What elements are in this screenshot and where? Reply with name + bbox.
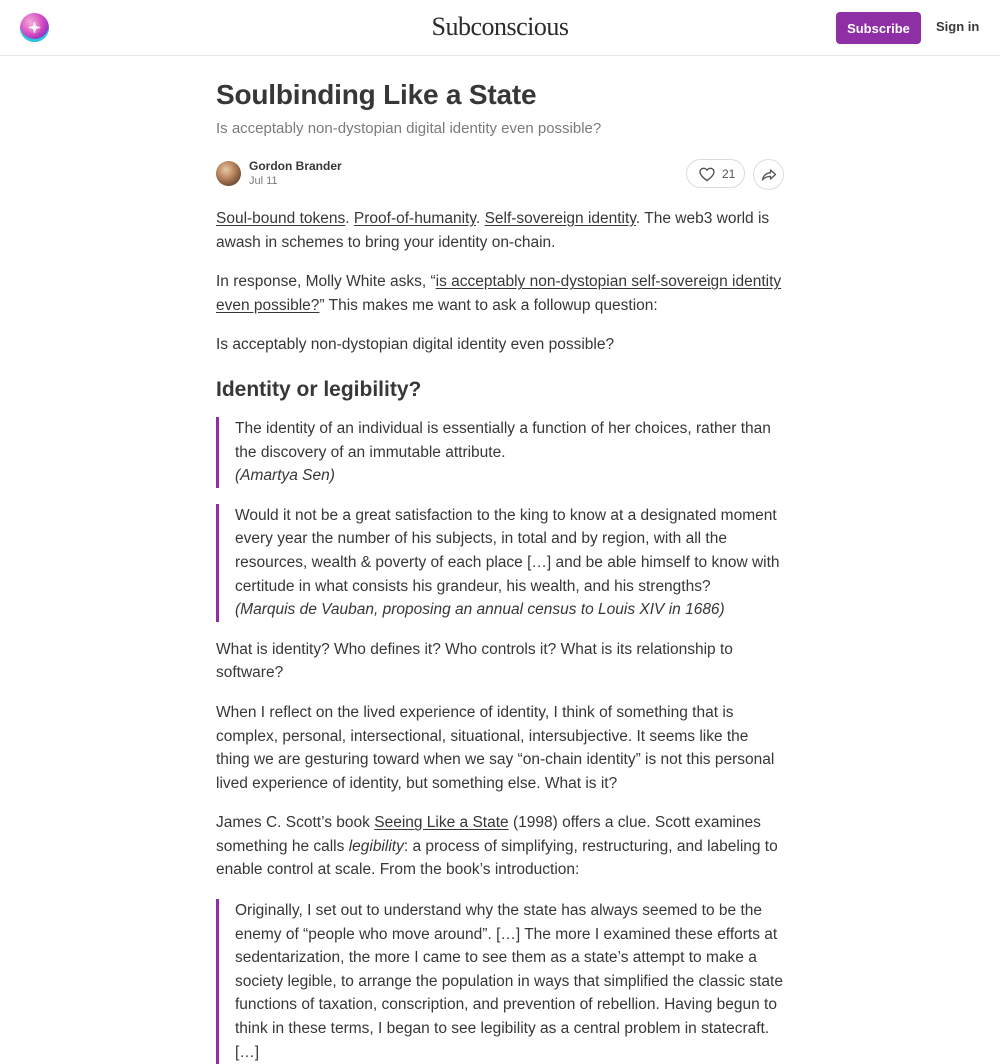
blockquote-sen <box>216 417 786 488</box>
like-count: 21 <box>722 167 736 181</box>
paragraph: When I reflect on the lived experience of identity, I think of something that is complex, personal, intersectional, situational, intersubjective. It seems like the thing we are gesturing toward when we say “on-chain identity” is not this personal lived experience of identity, but something else. What is it? <box>216 703 775 792</box>
blockquote-vauban <box>216 504 786 622</box>
share-button[interactable] <box>753 159 784 190</box>
heart-icon <box>699 167 715 182</box>
seeing-like-a-state-link[interactable]: Seeing Like a State <box>374 814 509 832</box>
post-body <box>216 207 786 1064</box>
proof-of-humanity-link[interactable]: Proof-of-humanity <box>353 210 476 227</box>
author-name[interactable]: Gordon Brander <box>249 159 342 173</box>
post-subtitle: Is acceptably non-dystopian digital identity even possible? <box>216 120 602 137</box>
share-icon <box>761 167 777 183</box>
article <box>216 78 786 1064</box>
text-span: : a process of simplifying, restructuring, and labeling to enable control at scale. From the book’s introduction: <box>216 837 778 879</box>
author-avatar[interactable] <box>216 161 241 186</box>
byline <box>216 159 786 199</box>
publication-title[interactable]: Subconscious <box>431 12 569 41</box>
quote-text: Would it not be a great satisfaction to the king to know at a designated moment every year the number of his subjects, in total and by region, with all the resources, wealth & poverty of each place […] and be able himself to know with certitude in what consists his grandeur, his wealth, and his strengths? <box>235 506 780 595</box>
text-span: . <box>475 210 485 227</box>
top-navigation-bar <box>0 0 1000 56</box>
molly-white-article-link[interactable]: is acceptably non-dystopian self-sovereign identity even possible? <box>216 273 782 314</box>
sign-in-link[interactable]: Sign in <box>936 19 980 34</box>
paragraph: What is identity? Who defines it? Who controls it? What is its relationship to software? <box>216 640 733 682</box>
paragraph: Is acceptably non-dystopian digital identity even possible? <box>216 336 615 354</box>
soul-bound-tokens-link[interactable]: Soul-bound tokens <box>216 210 346 227</box>
subscribe-button[interactable]: Subscribe <box>836 12 921 44</box>
post-date: Jul 11 <box>249 175 278 187</box>
post-title: Soulbinding Like a State <box>216 79 537 110</box>
text-span: (1998) offers a clue. Scott examines something he calls <box>216 814 761 855</box>
quote-text: The identity of an individual is essentially a function of her choices, rather than the discovery of an immutable attribute. <box>235 419 771 461</box>
quote-citation: (Marquis de Vauban, proposing an annual census to Louis XIV in 1686) <box>235 601 725 619</box>
text-span: ” This makes me want to ask a followup question: <box>319 296 658 314</box>
paragraph <box>216 270 786 317</box>
quote-citation: (Amartya Sen) <box>235 467 335 485</box>
like-button[interactable] <box>686 159 745 188</box>
self-sovereign-identity-link[interactable]: Self-sovereign identity <box>484 210 636 227</box>
quote-text: Originally, I set out to understand why the state has always seemed to be the enemy of “people who move around”. […] The more I examined these efforts at sedentarization, the more I came to see them as a state’s attempt to make a society legible, to arrange the population in ways that simplified the classic state functions of taxation, conscription, and prevention of rebellion. Having begun to think in these terms, I began to see legibility as a central problem in statecraft. […] <box>235 902 783 1061</box>
emphasis-legibility: legibility <box>348 837 404 855</box>
section-heading: Identity or legibility? <box>216 377 422 401</box>
text-span: In response, Molly White asks, “ <box>216 273 436 291</box>
text-span: James C. Scott’s book <box>216 814 375 832</box>
text-span: . <box>345 210 354 227</box>
text-span: . The web3 world is awash in schemes to bring your identity on-chain. <box>216 210 770 251</box>
paragraph <box>216 207 786 254</box>
blockquote-scott <box>216 899 786 1064</box>
paragraph <box>216 811 786 882</box>
